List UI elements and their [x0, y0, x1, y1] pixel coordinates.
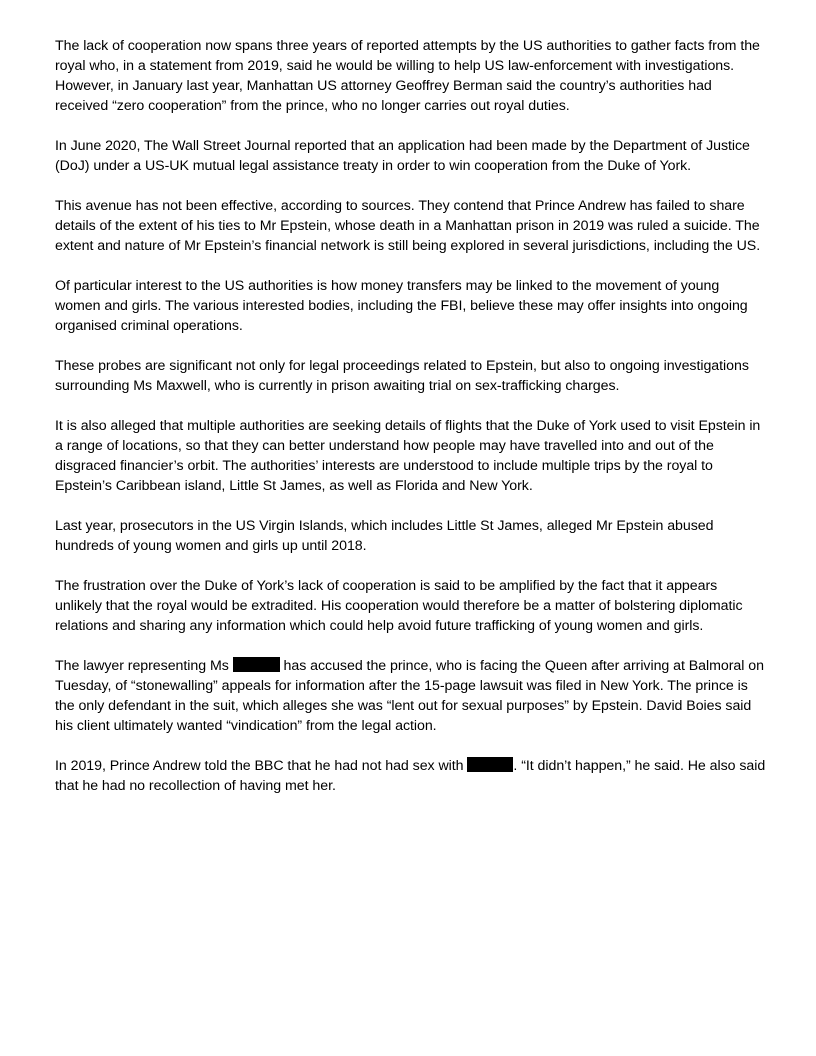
paragraph: Last year, prosecutors in the US Virgin Islands, which includes Little St James, alleged Mr Epstein abused hundreds of young women and girls up until 2018.: [55, 518, 714, 554]
paragraph: In June 2020, The Wall Street Journal reported that an application had been made by the Department of Justice (DoJ) under a US-UK mutual legal assistance treaty in order to win cooperation from the Duke of York.: [55, 138, 750, 174]
paragraph: It is also alleged that multiple authorities are seeking details of flights that the Duke of York used to visit Epstein in a range of locations, so that they can better understand how people may have travelled into and out of the disgraced financier’s orbit. The authorities’ interests are understood to include multiple trips by the royal to Epstein’s Caribbean island, Little St James, as well as Florida and New York.: [55, 418, 761, 494]
paragraph-with-redaction: [55, 756, 767, 796]
paragraph: Of particular interest to the US authorities is how money transfers may be linked to the movement of young women and girls. The various interested bodies, including the FBI, believe these may offer insights into ongoing organised criminal operations.: [55, 278, 748, 334]
paragraph: The lack of cooperation now spans three years of reported attempts by the US authorities to gather facts from the royal who, in a statement from 2019, said he would be willing to help US law-enforcement with investigations. However, in January last year, Manhattan US attorney Geoffrey Berman said the country’s authorities had received “zero cooperation” from the prince, who no longer carries out royal duties.: [55, 38, 760, 114]
document-page: [55, 36, 767, 816]
paragraph: The frustration over the Duke of York’s lack of cooperation is said to be amplified by the fact that it appears unlikely that the royal would be extradited. His cooperation would therefore be a matter of bolstering diplomatic relations and sharing any information which could help avoid future trafficking of young women and girls.: [55, 578, 743, 634]
redaction-block: [467, 757, 513, 772]
paragraph: These probes are significant not only for legal proceedings related to Epstein, but also to ongoing investigations surrounding Ms Maxwell, who is currently in prison awaiting trial on sex-trafficking charges.: [55, 358, 749, 394]
paragraph-text: The lawyer representing Ms: [55, 658, 233, 674]
paragraph-text: . “It didn’t happen,” he said. He also said that he had no recollection of having met her.: [55, 758, 766, 794]
paragraph-text: has accused the prince, who is facing the Queen after arriving at Balmoral on Tuesday, of “stonewalling” appeals for information after the 15-page lawsuit was filed in New York. The prince is the only defendant in the suit, which alleges she was “lent out for sexual purposes” by Epstein. David Boies said his client ultimately wanted “vindication” from the legal action.: [55, 658, 764, 734]
redaction-block: [233, 657, 280, 672]
paragraph-text: In 2019, Prince Andrew told the BBC that he had not had sex with: [55, 758, 468, 774]
paragraph-with-redaction: [55, 656, 767, 736]
paragraph: This avenue has not been effective, according to sources. They contend that Prince Andrew has failed to share details of the extent of his ties to Mr Epstein, whose death in a Manhattan prison in 2019 was ruled a suicide. The extent and nature of Mr Epstein’s financial network is still being explored in several jurisdictions, including the US.: [55, 198, 761, 254]
